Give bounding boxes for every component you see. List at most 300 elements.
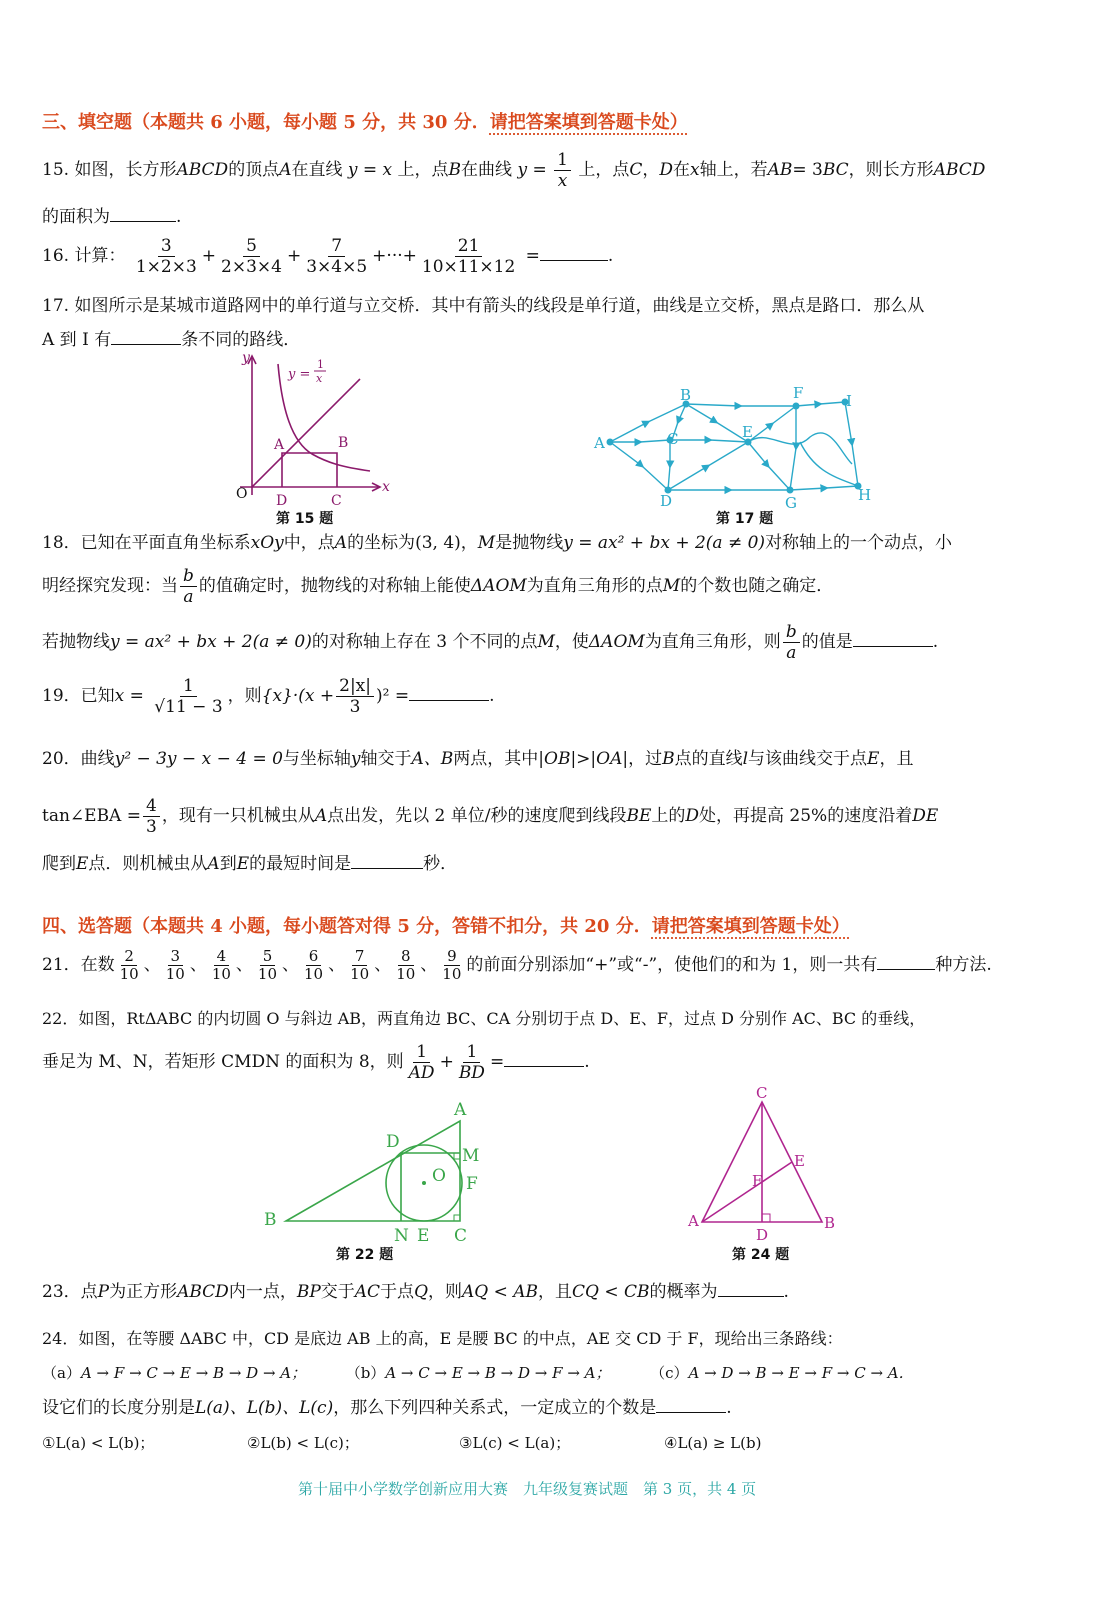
q15-var: B [448,160,462,180]
q20-text: 与坐标轴 [282,749,351,769]
q24-text: ，那么下列四种关系式，一定成立的个数是 [333,1398,657,1418]
q23-text: 于点 [380,1282,415,1302]
q18-text: 的对称轴上存在 3 个不同的点 [311,632,538,652]
answer-blank[interactable] [504,1050,584,1067]
q20-text: 爬到 [42,854,76,874]
q19-label: 19．已知 [42,686,115,706]
q15-math: y = [517,160,547,180]
q19-frac [151,676,225,717]
q18-math: ΔAOM [588,632,645,652]
q15-end: . [176,207,182,227]
q20-var: BE [626,806,652,826]
q24-end: . [726,1398,732,1418]
edge [686,404,748,442]
q20-text: 上的 [651,806,686,826]
q24-route-label: （c） [650,1364,689,1382]
answer-blank[interactable] [409,684,489,701]
q23-math: CQ < CB [572,1282,650,1302]
q18-var: A [334,533,348,553]
question-18-line3 [42,622,938,663]
q16-frac-3 [303,236,370,277]
q16-ellipsis: +···+ [372,246,417,266]
sep: 、 [328,955,346,975]
question-24-line3 [42,1396,732,1419]
q15-text: 上，点 [578,160,630,180]
fig15-curve-num: 1 [317,358,324,371]
q21-frac [117,948,142,983]
q15-text: ， [642,160,660,180]
edge [610,442,668,490]
q20-var: A [207,854,220,874]
edge [610,440,670,442]
q20-text: 20．曲线 [42,749,115,769]
section3-heading-text: 三、填空题（本题共 6 小题，每小题 5 分，共 30 分． [42,112,490,133]
q20-math: y² − 3y − x − 4 = 0 [114,749,283,769]
frac-den: 10×11×12 [421,257,516,277]
q18-text: 对称轴上的一个动点，小 [765,533,953,553]
fig15-label-c: C [331,493,342,509]
frac-num: 5 [260,948,276,966]
q18-text: 中，点 [283,533,335,553]
q22-frac-2 [456,1042,488,1083]
q21-label: 21．在数 [42,955,115,975]
q18-math: ΔAOM [470,576,527,596]
fig24-label-b: B [824,1214,836,1232]
q16-frac-1 [133,236,200,277]
answer-blank[interactable] [110,205,176,222]
q23-var: ABCD [177,1282,229,1302]
q20-text: 点的直线 [674,749,743,769]
q20-frac [143,796,160,837]
page-footer: 第十届中小学数学创新应用大赛 九年级复赛试题 第 3 页，共 4 页 [298,1480,757,1498]
q22-frac-1 [406,1042,438,1083]
question-20 [42,748,913,770]
q15-text: 上，点 [397,160,449,180]
question-23 [42,1280,789,1303]
fig15-y-label: y [242,350,250,366]
edge [748,406,796,442]
figure-22 [258,1095,488,1247]
frac-den: 3 [146,817,157,837]
frac-den: 3 [349,697,361,717]
frac-den: 3×4×5 [306,257,368,277]
edge [668,442,748,490]
q17-text: 条不同的路线． [181,330,301,350]
edge [686,404,796,406]
q20-var: DE [912,806,939,826]
q15-var: A [279,160,292,180]
q15-text: 在直线 [291,160,343,180]
frac-den: BD [458,1063,485,1083]
fig15-caption: 第 15 题 [276,511,334,527]
q20-var: D [685,806,700,826]
overpass-curve [800,442,858,486]
q24-text: 设它们的长度分别是 [42,1398,195,1418]
q24-route-a: A → F → C → E → B → D → A； [80,1364,307,1382]
fig15-label-o: O [236,486,248,502]
fig17-caption: 第 17 题 [716,511,774,527]
q18-frac-b-over-a [783,622,800,663]
q15-frac-den: x [557,171,568,191]
right-angle-mark [454,1215,460,1221]
fig22-label-f: F [466,1174,478,1194]
frac-num: 7 [328,236,345,257]
q21-frac [209,948,234,983]
edge [748,442,790,490]
sep: 、 [282,955,300,975]
frac-den: 10 [350,965,370,983]
q18-text: 的值是 [801,632,853,652]
q24-option-4: ④L(a) ≥ L(b) [664,1434,762,1452]
question-24-options [42,1432,761,1454]
q15-text: 的面积为 [42,207,110,227]
q18-text: ，使 [554,632,589,652]
q18-text: 的坐标为 [347,533,416,553]
answer-blank[interactable] [853,630,933,647]
frac-den: 10 [119,965,139,983]
question-15-line2 [42,205,181,228]
q18-var: M [477,533,496,553]
q20-var: E [867,749,880,769]
q18-text: 18．已知在平面直角坐标系 [42,533,251,553]
q22-text: 22．如图，RtΔABC 的内切圆 O 与斜边 AB，两直角边 BC、CA 分别切于点 D、E、F，过点 D 分别作 AC、BC 的垂线， [42,1009,926,1028]
fig17-node-d: D [660,492,673,510]
frac-den: 10 [442,965,462,983]
q20-text: 与该曲线交于点 [748,749,868,769]
edge [670,440,748,442]
sep: 、 [374,955,392,975]
q17-text: 17. 如图所示是某城市道路网中的单行道与立交桥．其中有箭头的线段是单行道，曲线是立交桥，黑点是路口．那么从 [42,296,925,316]
frac-den: 2×3×4 [221,257,282,277]
section4-heading-text: 四、选答题（本题共 4 小题，每小题答对得 5 分，答错不扣分，共 20 分． [42,916,652,937]
q24-option-3: ③L(c) < L(a)； [459,1434,571,1452]
q23-text: 的概率为 [649,1282,718,1302]
q22-end: . [584,1052,590,1072]
q15-var: AB [767,160,793,180]
q16-end: . [607,246,614,266]
q20-text: 处，再提高 25%的速度沿着 [699,806,913,826]
overpass-curve [748,433,852,464]
q24-route-label: （a） [42,1364,81,1382]
q15-math: y = x [347,160,393,180]
fig24-label-d: D [756,1226,769,1244]
fig22-label-m: M [462,1146,480,1166]
q16-frac-4 [419,236,518,277]
q20-var: E [236,854,250,874]
fig17-node-i: I [846,392,852,410]
q16-equals: = [525,246,540,266]
q20-var: y [350,749,361,769]
q18-text: ， [460,533,478,553]
q20-text: ，且 [879,749,914,769]
question-16: 16. 计算： $\frac{3}{1\times 2\times 3}$ + $\frac{5}{2\times 3\times 4}$ + $\frac{7}{3\times 4\times 5}$ +···+ $\frac{21}{10\times 11\times 12}$ = . [42,236,614,277]
answer-blank[interactable] [111,328,181,345]
question-17 [42,295,924,317]
frac-num: 8 [398,948,414,966]
q23-text: 为正方形 [109,1282,178,1302]
q15-text: 在曲线 [461,160,513,180]
q23-text: 内一点， [228,1282,297,1302]
q22-equals: = [489,1052,505,1072]
fig22-label-o: O [432,1166,446,1186]
q18-math: y = ax² + bx + 2(a ≠ 0) [563,533,766,553]
q18-frac-b-over-a [180,566,197,607]
q20-var: l [742,749,749,769]
section3-heading-dotted: 请把答案填到答题卡处） [489,112,688,133]
q21-frac [163,948,188,983]
question-18-line2 [42,566,833,607]
q24-route-c: A → D → B → E → F → C → A． [688,1364,914,1382]
q21-text: 的前面分别添加“+”或“-”，使他们的和为 1，则一共有 [466,955,878,975]
q18-text: 的个数也随之确定． [680,576,834,596]
rectangle-cmdn [401,1153,460,1221]
q15-var: x [690,160,700,180]
q15-text: = 3 [792,160,823,180]
sep: 、 [189,955,207,975]
frac-num: 5 [243,236,260,257]
frac-num: 7 [352,948,368,966]
fig22-label-a: A [454,1100,467,1120]
q18-text: 为直角三角形，则 [644,632,781,652]
q20-text: 点出发，先以 2 单位/秒的速度爬到线段 [327,806,627,826]
q24-option-1: ①L(a) < L(b)； [42,1434,155,1452]
frac-num: 4 [214,948,230,966]
frac-num: b [783,622,800,643]
sep: 、 [235,955,253,975]
q19-text: ，则 [227,686,262,706]
q20-text: ，现有一只机械虫从 [161,806,315,826]
edge [790,406,796,490]
frac-den: AD [408,1063,435,1083]
frac-num: 9 [444,948,460,966]
q23-var: BP [296,1282,321,1302]
q19-end: . [489,686,495,706]
q18-var: M [537,632,555,652]
q23-var: P [97,1282,110,1302]
q21-frac [439,948,464,983]
answer-blank[interactable] [718,1280,784,1297]
fig17-node-f: F [793,384,804,402]
q21-frac [393,948,418,983]
fig22-caption: 第 22 题 [336,1247,394,1263]
fig22-label-e: E [417,1226,430,1246]
right-angle-mark [454,1153,460,1159]
frac-num: 3 [168,948,184,966]
section3-heading [42,108,688,134]
q18-text: 是抛物线 [495,533,564,553]
question-21 [42,948,992,983]
fig17-node-c: C [667,430,679,448]
q23-text: 23．点 [42,1282,98,1302]
q15-var: BC [822,160,849,180]
q20-text: ，过 [628,749,663,769]
fig15-label-b: B [338,435,349,451]
answer-blank[interactable] [656,1396,726,1413]
q21-frac [301,948,326,983]
q20-text: 到 [219,854,237,874]
frac-num: 4 [143,796,160,817]
frac-num: 6 [306,948,322,966]
frac-den: 10 [257,965,278,983]
fig24-label-e: E [794,1152,805,1170]
line-y-equals-x [252,379,360,487]
q22-text: 垂足为 M、N，若矩形 CMDN 的面积为 8，则 [42,1052,404,1072]
q15-var: C [629,160,643,180]
sep: 、 [143,955,161,975]
q16-label: 16. 计算： [42,246,126,266]
q15-text: 轴上，若 [699,160,768,180]
q20-text: 点．则机械虫从 [88,854,208,874]
question-22 [42,1008,925,1030]
q18-text: 的值确定时，抛物线的对称轴上能使 [198,576,471,596]
frac-den: 10 [165,965,185,983]
q15-var: D [659,160,673,180]
q17-text: A 到 I 有 [42,330,112,350]
q15-text: 在 [673,160,690,180]
frac-num: 2 [121,948,137,966]
frac-den: 1×2×3 [135,257,197,277]
question-18 [42,532,952,554]
fig17-node-e: E [742,423,753,441]
rectangle-abcd [282,453,337,487]
q24-math: L(a)、L(b)、L(c) [195,1398,334,1418]
q16-frac-2 [218,236,285,277]
q19-math: {x}·(x + [261,686,335,706]
frac-num: 21 [455,236,483,257]
frac-den: a [183,587,194,607]
frac-num: b [180,566,197,587]
q23-text: 交于 [320,1282,355,1302]
section4-heading-dotted: 请把答案填到答题卡处） [651,916,850,937]
q19-math: )² = [376,686,410,706]
question-17-line2 [42,328,300,351]
fig22-label-n: N [394,1226,409,1246]
question-15 [42,150,985,191]
q19-inner-frac [336,676,374,717]
fig24-caption: 第 24 题 [732,1247,790,1263]
fig17-node-b: B [680,386,692,404]
question-24-routes [42,1362,914,1384]
edge [796,402,845,406]
q15-frac-num: 1 [554,150,571,171]
q18-math: y = ax² + bx + 2(a ≠ 0) [110,632,312,652]
q23-var: Q [414,1282,428,1302]
frac-den: 10 [396,965,416,983]
q20-var: B [662,749,675,769]
q18-text: 明经探究发现：当 [42,576,178,596]
fig15-curve-den: x [316,372,323,385]
fig15-x-label: x [382,479,390,495]
q20-math: tan∠EBA = [42,806,141,826]
fig22-label-b: B [264,1210,277,1230]
fig15-curve-label: y = [288,367,311,382]
fig22-label-c: C [454,1226,468,1246]
q24-text: 24．如图，在等腰 ΔABC 中，CD 是底边 AB 上的高，E 是腰 BC 的中点，AE 交 CD 于 F，现给出三条路线： [42,1329,843,1348]
figure-15 [230,350,410,525]
q15-fraction [554,150,571,191]
q15-text: 的顶点 [228,160,280,180]
q22-plus: + [439,1052,454,1072]
answer-blank[interactable] [877,953,935,970]
edge [790,486,858,490]
q15-var: ABCD [933,160,986,180]
q18-end: . [932,632,939,652]
fig15-label-a: A [274,437,285,453]
q21-frac [255,948,280,983]
edge [845,402,858,486]
q15-text: 15. 如图，长方形 [42,160,177,180]
q20-text: 的最短时间是 [249,854,352,874]
q19-math: x = [114,686,144,706]
fig24-label-c: C [756,1086,768,1102]
fig24-label-f: F [752,1172,763,1190]
q21-frac [347,948,372,983]
q24-route-b: A → C → E → B → D → F → A； [385,1364,611,1382]
q18-math: (3, 4) [415,533,461,553]
fig17-node-a: A [594,434,605,452]
q18-text: 若抛物线 [42,632,110,652]
frac-den: 10 [211,965,231,983]
q20-text: 两点，其中 [453,749,539,769]
q20-math: |OB|>|OA| [538,749,629,769]
q18-text: 为直角三角形的点 [526,576,663,596]
question-24 [42,1328,843,1350]
q15-text: ，则长方形 [848,160,934,180]
frac-num: 2|x| [336,676,374,697]
fig24-label-a: A [688,1212,699,1230]
q21-text: 种方法. [935,955,992,975]
q15-var: ABCD [176,160,229,180]
q23-end: . [783,1282,789,1302]
question-20-line2 [42,796,938,837]
fig22-label-d: D [386,1132,400,1152]
question-19 [42,676,495,717]
q24-route-label: （b） [345,1364,386,1382]
figure-17 [590,382,890,510]
frac-den: a [786,643,797,663]
q20-var: E [76,854,89,874]
frac-num: 3 [158,236,175,257]
sep: 、 [420,955,438,975]
q20-var: A、B [411,749,454,769]
frac-num: 1 [180,676,197,697]
q23-math: AQ < AB [462,1282,539,1302]
q23-text: ，则 [428,1282,462,1302]
fig17-node-g: G [785,494,797,510]
frac-num: 1 [463,1042,480,1063]
q20-text: 秒． [423,854,458,874]
question-20-line3 [42,852,457,875]
frac-den: √11 − 3 [154,697,223,717]
q20-var: A [314,806,328,826]
frac-num: 1 [413,1042,430,1063]
frac-den: 10 [304,965,324,983]
fig15-label-d: D [276,493,288,509]
fig17-node-h: H [858,486,872,504]
q24-option-2: ②L(b) < L(c)； [247,1434,359,1452]
section4-heading [42,912,850,938]
answer-blank[interactable] [351,852,423,869]
right-angle-mark [762,1214,770,1222]
q18-math: xOy [250,533,284,553]
q20-text: 轴交于 [360,749,412,769]
answer-blank[interactable] [540,244,608,261]
q23-var: AC [354,1282,381,1302]
q18-var: M [662,576,681,596]
question-22-line2 [42,1042,590,1083]
q23-text: ，且 [538,1282,573,1302]
segment-ae [702,1162,792,1222]
